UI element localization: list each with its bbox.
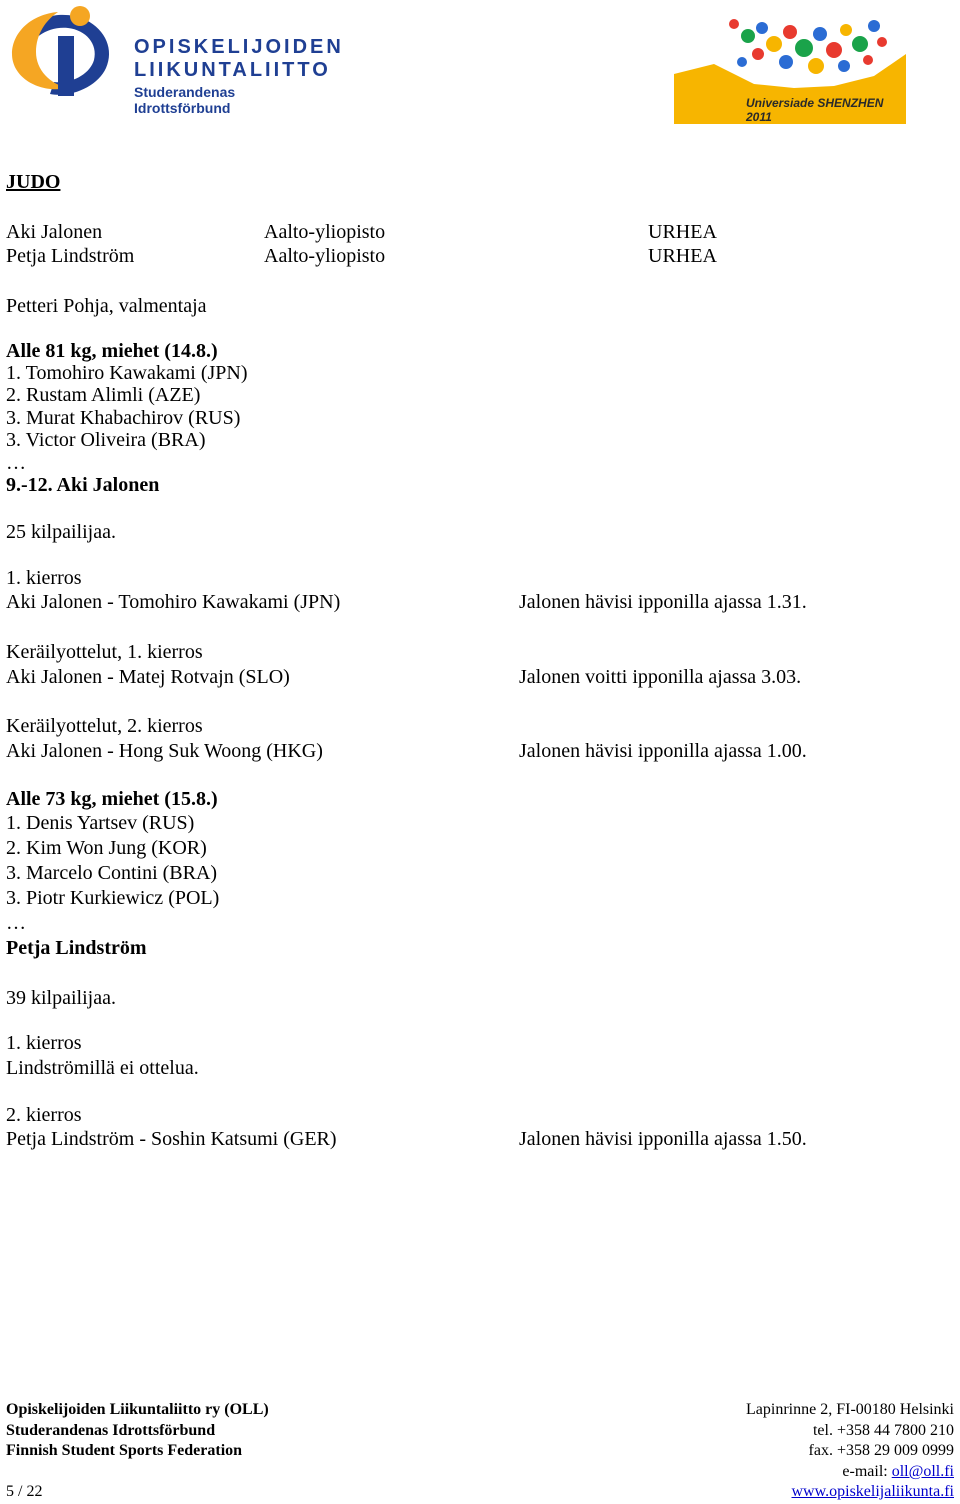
team-name-2: Petja Lindström: [6, 245, 135, 267]
coach: Petteri Pohja, valmentaja: [6, 295, 207, 317]
event2-finnish-result: Petja Lindström: [6, 937, 147, 959]
event1-participants: 25 kilpailijaa.: [6, 521, 116, 543]
oll-logo-line3: Studerandenas Idrottsförbund: [134, 84, 236, 116]
event2-round-2-label: 2. kierros: [6, 1104, 82, 1126]
event1-round-3-match: Aki Jalonen - Hong Suk Woong (HKG): [6, 740, 323, 762]
team-club-2: Aalto-yliopisto: [264, 245, 386, 267]
oll-emblem-icon: [6, 2, 126, 106]
team-program-1: URHEA: [648, 221, 717, 243]
event1-result-1: 1. Tomohiro Kawakami (JPN): [6, 362, 248, 384]
event2-title: Alle 73 kg, miehet (15.8.): [6, 788, 218, 810]
event1-result-3: 3. Murat Khabachirov (RUS): [6, 407, 241, 429]
footer-tel: tel. +358 44 7800 210: [812, 1422, 954, 1439]
team-name-1: Aki Jalonen: [6, 221, 103, 243]
team-club-1: Aalto-yliopisto: [264, 221, 386, 243]
sport-heading: JUDO: [6, 171, 61, 193]
event1-round-3-label: Keräilyottelut, 2. kierros: [6, 715, 203, 737]
event1-result-4: 3. Victor Oliveira (BRA): [6, 429, 206, 451]
oll-logo-line1: OPISKELIJOIDEN: [134, 36, 344, 58]
page-number: 5 / 22: [6, 1483, 43, 1500]
event2-result-4: 3. Piotr Kurkiewicz (POL): [6, 887, 220, 909]
event1-round-1-outcome: Jalonen hävisi ipponilla ajassa 1.31.: [519, 591, 807, 613]
event1-ellipsis: …: [6, 452, 26, 474]
event2-ellipsis: …: [6, 912, 26, 934]
oll-logo: [6, 2, 344, 116]
event1-finnish-result: 9.-12. Aki Jalonen: [6, 474, 160, 496]
event1-round-2-match: Aki Jalonen - Matej Rotvajn (SLO): [6, 666, 290, 688]
event2-round-1-label: 1. kierros: [6, 1032, 82, 1054]
footer-org-name-swedish: Studerandenas Idrottsförbund: [6, 1422, 216, 1439]
event2-result-2: 2. Kim Won Jung (KOR): [6, 837, 207, 859]
event1-round-3-outcome: Jalonen hävisi ipponilla ajassa 1.00.: [519, 740, 807, 762]
event2-round-2-match: Petja Lindström - Soshin Katsumi (GER): [6, 1128, 337, 1150]
footer-email-line: [842, 1462, 954, 1482]
event1-title: Alle 81 kg, miehet (14.8.): [6, 340, 218, 362]
footer-address: Lapinrinne 2, FI-00180 Helsinki: [746, 1401, 954, 1418]
event2-round-1-note: Lindströmillä ei ottelua.: [6, 1057, 199, 1079]
event2-participants: 39 kilpailijaa.: [6, 987, 116, 1009]
event1-result-2: 2. Rustam Alimli (AZE): [6, 384, 201, 406]
footer-website-line: [792, 1482, 955, 1502]
event2-round-2-outcome: Jalonen hävisi ipponilla ajassa 1.50.: [519, 1128, 807, 1150]
footer-website-link[interactable]: www.opiskelijaliikunta.fi: [791, 1483, 954, 1500]
footer-email-label: e-mail:: [842, 1463, 892, 1480]
footer-org-name-english: Finnish Student Sports Federation: [6, 1442, 243, 1459]
footer-org-name: Opiskelijoiden Liikuntaliitto ry (OLL): [6, 1401, 269, 1418]
event1-round-1-label: 1. kierros: [6, 567, 82, 589]
event2-result-1: 1. Denis Yartsev (RUS): [6, 812, 195, 834]
footer-fax: fax. +358 29 009 0999: [808, 1442, 954, 1459]
oll-logo-line2: LIIKUNTALIITTO: [134, 59, 331, 81]
footer-email-link[interactable]: oll@oll.fi: [891, 1463, 954, 1480]
event1-round-2-label: Keräilyottelut, 1. kierros: [6, 641, 203, 663]
event1-round-1-match: Aki Jalonen - Tomohiro Kawakami (JPN): [6, 591, 341, 613]
universiade-logo-label: Universiade SHENZHEN 2011: [746, 96, 884, 124]
event1-round-2-outcome: Jalonen voitti ipponilla ajassa 3.03.: [519, 666, 802, 688]
event2-result-3: 3. Marcelo Contini (BRA): [6, 862, 218, 884]
team-program-2: URHEA: [648, 245, 717, 267]
universiade-logo: [674, 14, 906, 124]
